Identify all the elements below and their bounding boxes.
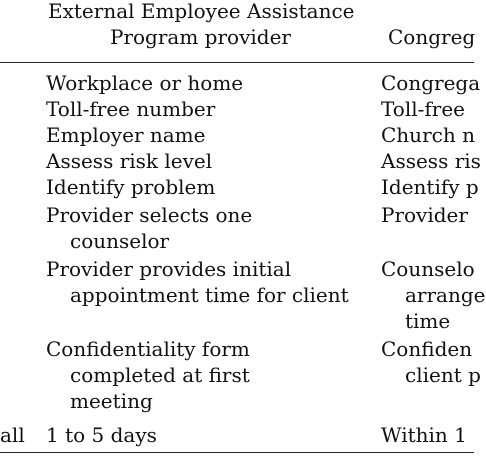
eap-cell-appointment: Provider provides initial xyxy=(46,257,292,281)
congregation-cell-location: Congrega xyxy=(381,71,481,95)
footer-rule xyxy=(0,452,474,453)
eap-cell-access: Toll-free number xyxy=(46,97,216,121)
congregation-cell-appointment-cont1: arrange xyxy=(405,283,486,307)
column-header-eap-line1: External Employee Assistance xyxy=(48,0,355,23)
congregation-cell-problem: Identify p xyxy=(381,175,479,199)
congregation-cell-selection: Provider xyxy=(381,203,468,227)
congregation-cell-appointment-cont2: time xyxy=(405,309,451,333)
congregation-cell-confidentiality: Confiden xyxy=(381,337,473,361)
congregation-cell-appointment: Counselo xyxy=(381,257,475,281)
row-label-fragment: all xyxy=(0,423,25,447)
eap-cell-timeframe: 1 to 5 days xyxy=(46,423,157,447)
congregation-cell-timeframe: Within 1 xyxy=(381,423,467,447)
eap-cell-confidentiality-cont2: meeting xyxy=(70,389,153,413)
congregation-cell-access: Toll-free xyxy=(381,97,466,121)
eap-cell-problem: Identify problem xyxy=(46,175,216,199)
eap-cell-confidentiality-cont1: completed at first xyxy=(70,363,250,387)
column-header-congregation: Congreg xyxy=(388,25,476,49)
header-rule xyxy=(0,62,474,63)
eap-cell-selection-cont: counselor xyxy=(70,229,170,253)
eap-cell-confidentiality: Confidentiality form xyxy=(46,337,250,361)
eap-cell-risk: Assess risk level xyxy=(46,149,213,173)
eap-cell-appointment-cont: appointment time for client xyxy=(70,283,349,307)
congregation-cell-confidentiality-cont: client p xyxy=(405,363,481,387)
eap-cell-identifier: Employer name xyxy=(46,123,206,147)
eap-cell-location: Workplace or home xyxy=(46,71,244,95)
eap-cell-selection: Provider selects one xyxy=(46,203,253,227)
congregation-cell-identifier: Church n xyxy=(381,123,475,147)
congregation-cell-risk: Assess ris xyxy=(381,149,481,173)
column-header-eap-line2: Program provider xyxy=(110,25,291,49)
